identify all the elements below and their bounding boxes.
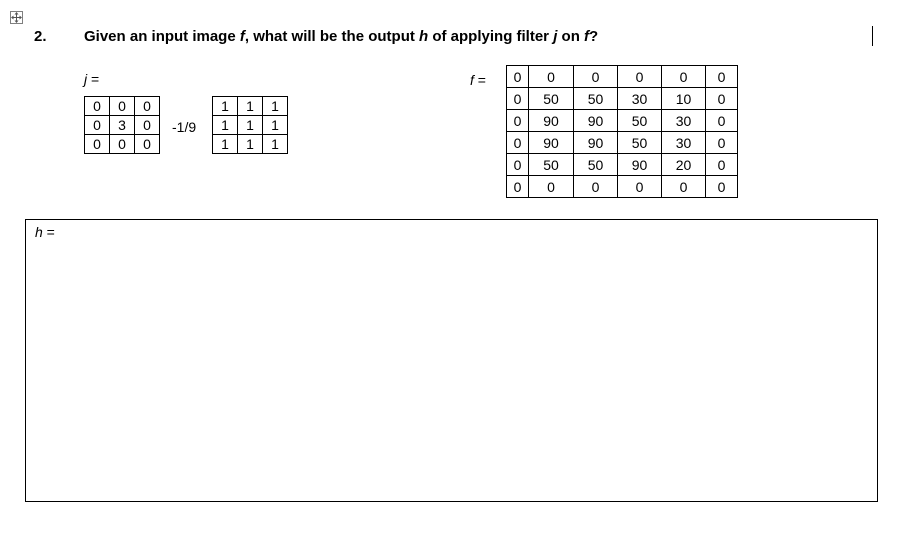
- filter-matrix-a-cell: 0: [85, 135, 110, 154]
- filter-matrix-a-cell: 0: [85, 116, 110, 135]
- image-matrix-cell: 30: [662, 132, 706, 154]
- image-matrix-cell: 0: [706, 132, 738, 154]
- image-matrix-cell: 90: [618, 154, 662, 176]
- image-matrix-cell: 0: [706, 88, 738, 110]
- image-matrix-cell: 0: [618, 66, 662, 88]
- image-matrix-cell: 90: [529, 132, 574, 154]
- question-var-f: f: [239, 28, 245, 45]
- filter-matrix-b-row: [213, 97, 288, 116]
- filter-matrix-a-cell: 0: [135, 116, 160, 135]
- image-matrix-cell: 0: [507, 132, 529, 154]
- question-var-h: h: [419, 28, 429, 45]
- filter-matrix-b-cell: 1: [263, 116, 288, 135]
- image-matrix-row: [507, 88, 738, 110]
- question-text: [84, 28, 598, 45]
- filter-label: [84, 71, 99, 87]
- filter-matrix-a-row: [85, 135, 160, 154]
- question-text-part: on: [557, 28, 585, 45]
- filter-matrix-a-cell: 0: [110, 97, 135, 116]
- image-matrix-row: [507, 176, 738, 198]
- image-matrix-cell: 0: [662, 176, 706, 198]
- question-text-part: of applying filter: [428, 28, 554, 45]
- filter-coefficient: -1/9: [172, 119, 197, 135]
- answer-label-var: h: [35, 224, 43, 240]
- answer-label-eq: =: [42, 224, 55, 240]
- image-matrix-cell: 0: [507, 154, 529, 176]
- image-matrix-cell: 0: [618, 176, 662, 198]
- image-matrix-cell: 20: [662, 154, 706, 176]
- text-cursor: [872, 26, 873, 46]
- question-number: 2.: [34, 28, 47, 45]
- filter-label-eq: =: [87, 71, 100, 87]
- image-matrix-cell: 90: [574, 110, 618, 132]
- image-matrix-cell: 30: [618, 88, 662, 110]
- question-text-part: , what will be the output: [244, 28, 420, 45]
- question-text-part: ?: [589, 28, 599, 45]
- filter-matrix-a-cell: 0: [135, 97, 160, 116]
- image-matrix-cell: 0: [574, 66, 618, 88]
- image-matrix-cell: 0: [574, 176, 618, 198]
- filter-matrix-b-row: [213, 135, 288, 154]
- filter-matrix-b-cell: 1: [238, 97, 263, 116]
- filter-matrix-b-cell: 1: [238, 135, 263, 154]
- image-matrix-cell: 10: [662, 88, 706, 110]
- image-matrix-cell: 0: [706, 154, 738, 176]
- image-matrix-cell: 0: [662, 66, 706, 88]
- image-matrix-cell: 50: [529, 88, 574, 110]
- image-matrix-cell: 90: [574, 132, 618, 154]
- filter-matrix-b-cell: 1: [213, 116, 238, 135]
- image-matrix-cell: 50: [574, 88, 618, 110]
- table-move-handle-icon[interactable]: [10, 11, 23, 24]
- image-matrix-cell: 0: [706, 66, 738, 88]
- image-matrix-cell: 0: [507, 176, 529, 198]
- image-matrix: [506, 65, 738, 198]
- image-label-eq: =: [473, 72, 486, 88]
- image-matrix-cell: 0: [706, 110, 738, 132]
- image-matrix-cell: 30: [662, 110, 706, 132]
- image-matrix-row: [507, 110, 738, 132]
- filter-matrix-b-cell: 1: [263, 97, 288, 116]
- image-matrix-cell: 0: [529, 176, 574, 198]
- filter-matrix-b-row: [213, 116, 288, 135]
- filter-label-var: j: [84, 71, 88, 87]
- filter-matrix-a-cell: 3: [110, 116, 135, 135]
- question-text-part: Given an input image: [84, 28, 240, 45]
- image-matrix-cell: 0: [529, 66, 574, 88]
- filter-matrix-b-cell: 1: [213, 135, 238, 154]
- filter-matrix-b-cell: 1: [213, 97, 238, 116]
- question-var-j: j: [553, 28, 558, 45]
- image-matrix-cell: 50: [574, 154, 618, 176]
- filter-matrix-a-cell: 0: [85, 97, 110, 116]
- image-matrix-cell: 50: [618, 132, 662, 154]
- image-matrix-cell: 50: [618, 110, 662, 132]
- question-var-f: f: [584, 28, 590, 45]
- filter-matrix-a-cell: 0: [135, 135, 160, 154]
- image-matrix-cell: 0: [507, 88, 529, 110]
- filter-matrix-a-cell: 0: [110, 135, 135, 154]
- image-matrix-row: [507, 66, 738, 88]
- image-matrix-row: [507, 154, 738, 176]
- image-matrix-cell: 0: [507, 66, 529, 88]
- image-matrix-cell: 0: [706, 176, 738, 198]
- filter-matrix-a-row: [85, 116, 160, 135]
- answer-box[interactable]: [25, 219, 878, 502]
- image-label: [470, 72, 486, 88]
- answer-label: [35, 224, 55, 240]
- filter-matrix-b-cell: 1: [263, 135, 288, 154]
- filter-matrix-b-cell: 1: [238, 116, 263, 135]
- filter-matrix-b: [212, 96, 288, 154]
- image-matrix-cell: 90: [529, 110, 574, 132]
- image-label-var: f: [470, 72, 474, 88]
- filter-matrix-a-row: [85, 97, 160, 116]
- image-matrix-cell: 50: [529, 154, 574, 176]
- image-matrix-cell: 0: [507, 110, 529, 132]
- filter-matrix-a: [84, 96, 160, 154]
- image-matrix-row: [507, 132, 738, 154]
